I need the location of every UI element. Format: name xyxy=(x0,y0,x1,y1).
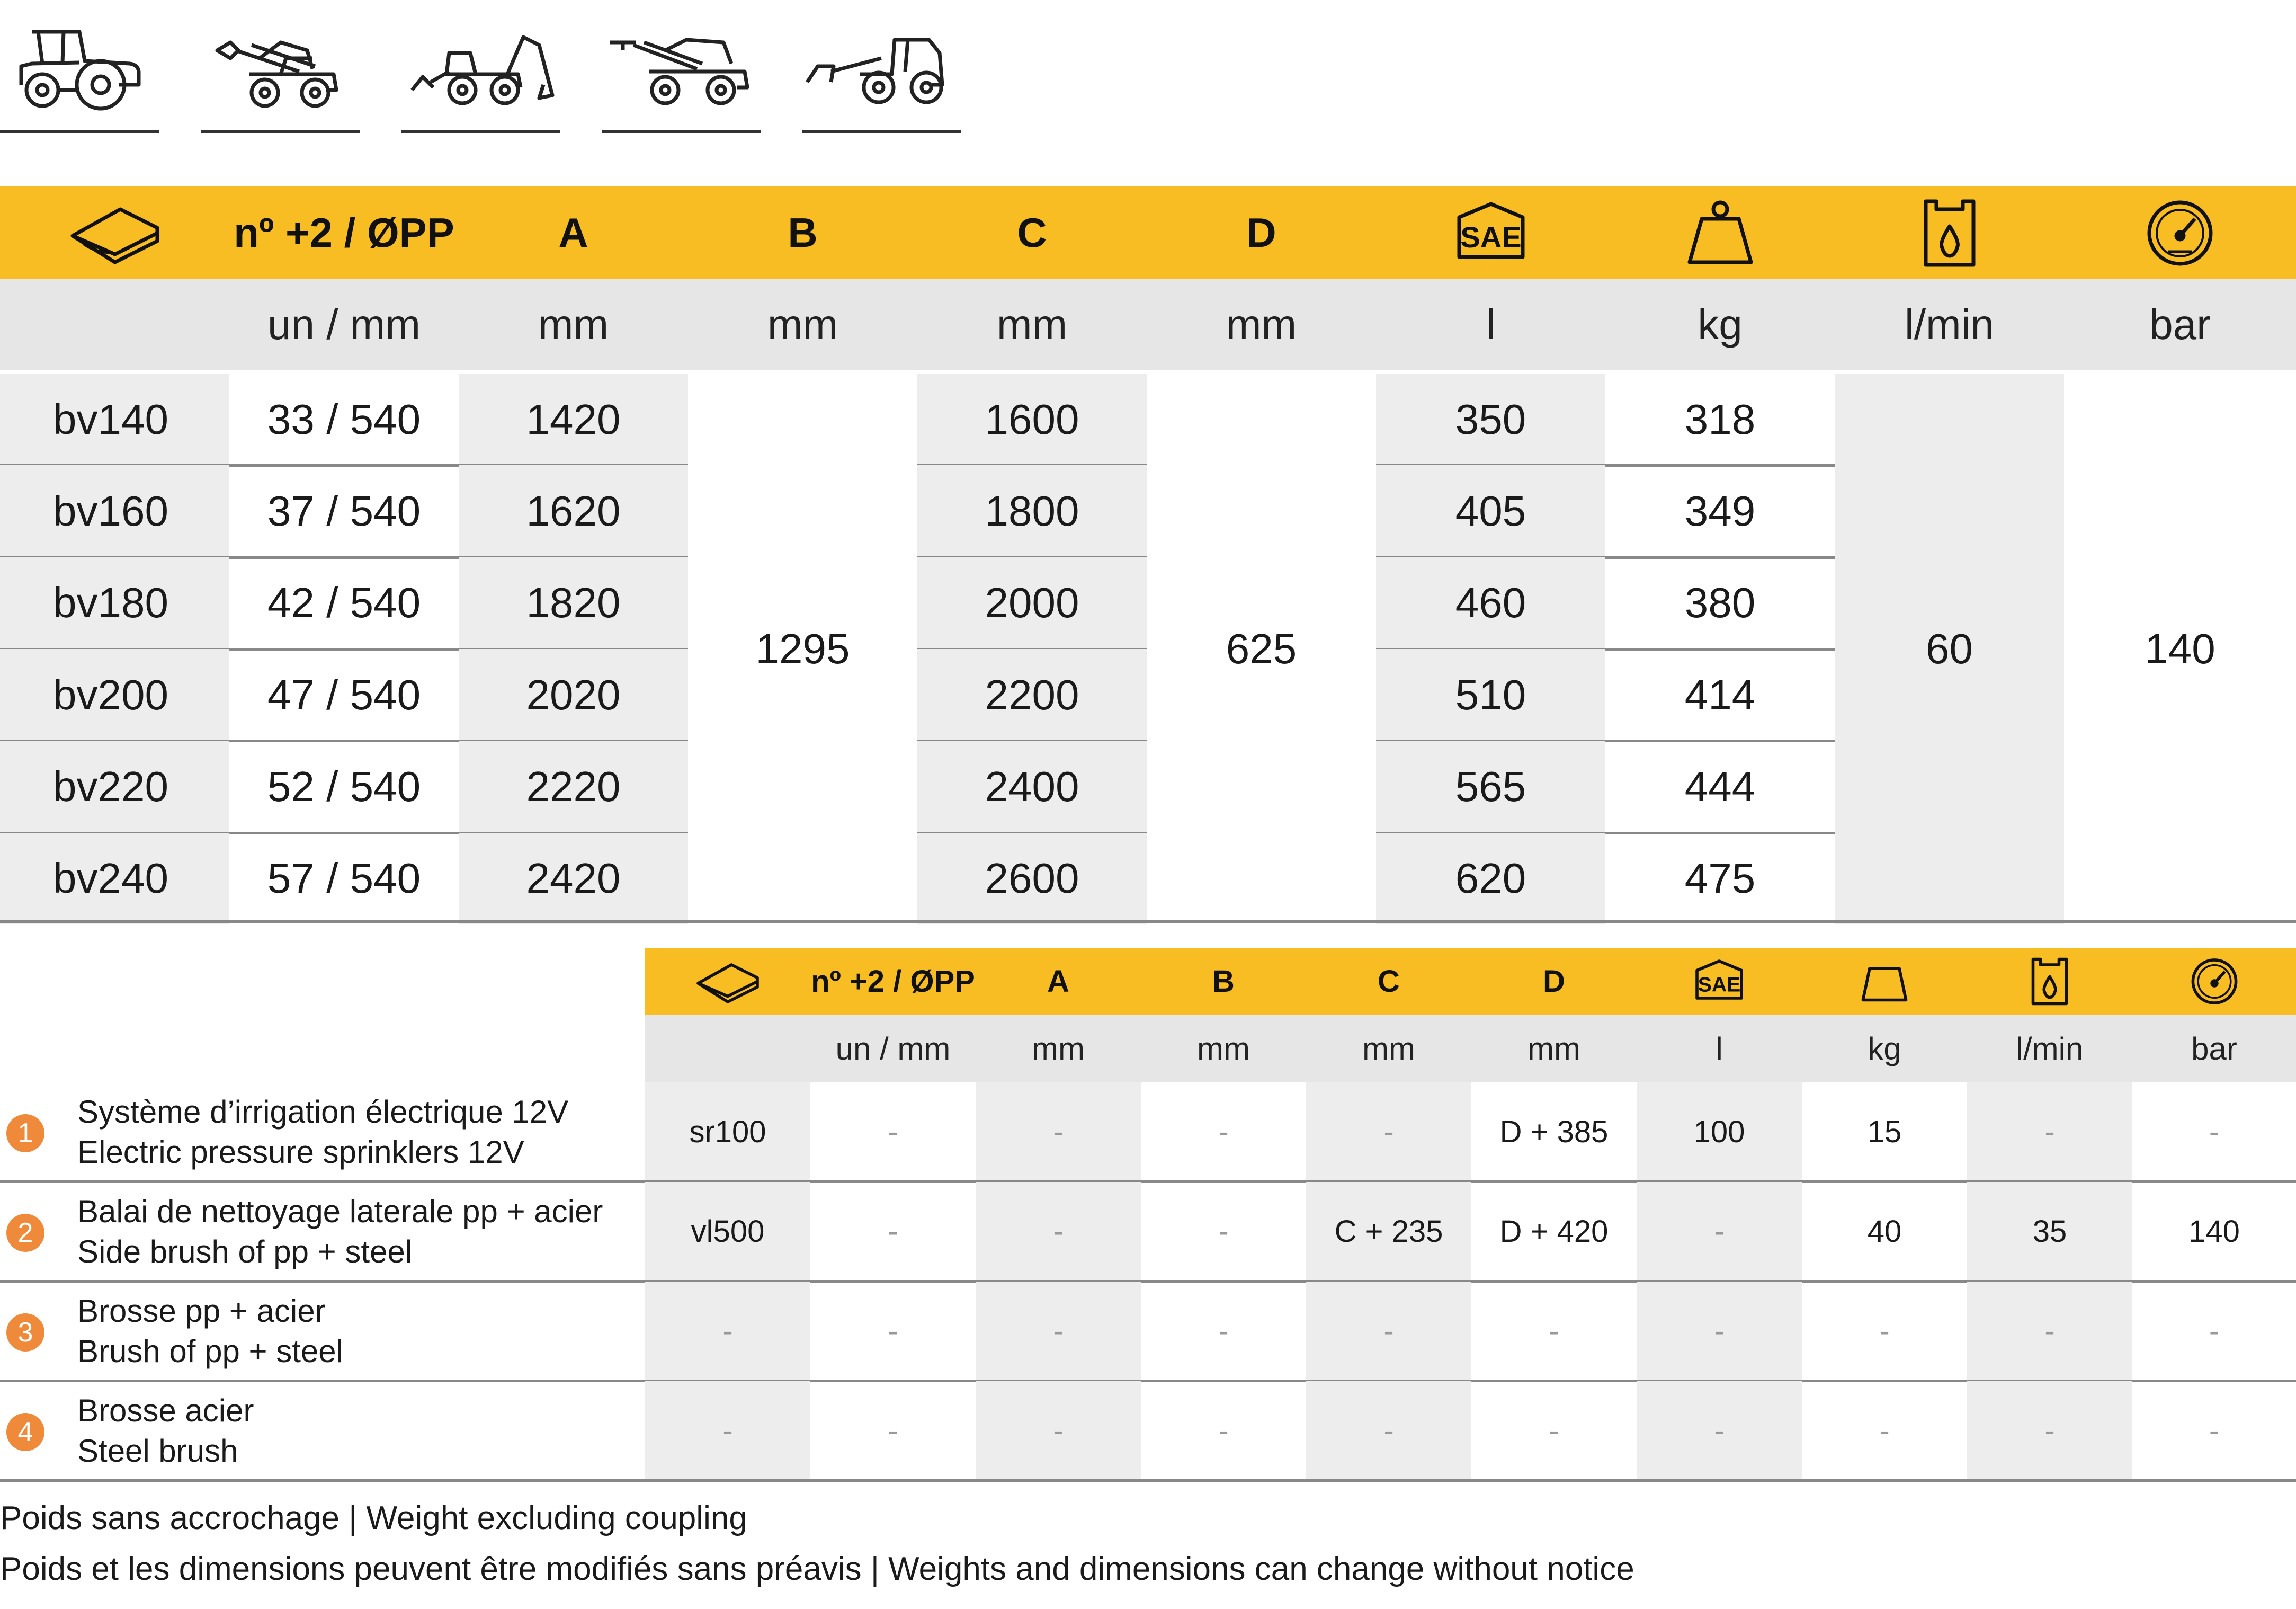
main-merged-pressure: 140 xyxy=(2145,625,2215,672)
option-label-en: Steel brush xyxy=(77,1433,238,1469)
main-merged-d: 625 xyxy=(1226,625,1297,672)
sae-tank-icon xyxy=(1376,186,1605,279)
option-label-fr: Brosse pp + acier xyxy=(77,1293,326,1329)
option-cell: 40 xyxy=(1867,1214,1902,1249)
sweeper-icon xyxy=(0,186,229,279)
main-cell-model: bv240 xyxy=(0,833,229,924)
opt-header-a: A xyxy=(1047,964,1069,999)
option-cell: - xyxy=(1879,1413,1890,1448)
option-cell: - xyxy=(2044,1413,2055,1448)
option-cell: - xyxy=(1053,1214,1064,1249)
backhoe-loader-icon xyxy=(401,21,560,132)
main-cell-sae: 565 xyxy=(1376,741,1605,832)
option-cell: - xyxy=(2209,1114,2220,1149)
option-description xyxy=(77,1291,343,1372)
weight-icon xyxy=(1605,186,1835,279)
option-cell: - xyxy=(1879,1313,1890,1348)
header-a: A xyxy=(558,209,588,256)
main-cell-a: 1620 xyxy=(459,465,688,557)
main-cell-weight: 475 xyxy=(1684,855,1756,902)
main-cell-c: 1800 xyxy=(917,465,1147,557)
main-merged-b: 1295 xyxy=(755,625,850,672)
main-cell-sae: 460 xyxy=(1376,557,1605,649)
option-cell: 140 xyxy=(2188,1214,2240,1249)
option-label-en: Brush of pp + steel xyxy=(77,1334,343,1369)
sae-tank-icon xyxy=(1637,948,1802,1015)
opt-unit-blades: un / mm xyxy=(835,1030,951,1066)
opt-header-d: D xyxy=(1543,964,1565,999)
main-cell-c: 2600 xyxy=(917,833,1147,924)
unit-pressure: bar xyxy=(2149,301,2211,348)
main-cell-model: bv160 xyxy=(0,465,229,557)
unit-flow: l/min xyxy=(1905,301,1994,348)
option-number-badge: 3 xyxy=(6,1313,44,1352)
header-c: C xyxy=(1017,209,1047,256)
option-cell: C + 235 xyxy=(1334,1214,1443,1249)
main-cell-weight: 414 xyxy=(1684,671,1756,718)
footnote-change-notice: Poids et les dimensions peuvent être modifiés sans préavis | Weights and dimensions can change without notice xyxy=(0,1551,1634,1587)
option-row xyxy=(0,1381,2296,1480)
wheel-loader-icon xyxy=(802,21,961,132)
option-cell: - xyxy=(1714,1214,1725,1249)
option-cell: - xyxy=(1383,1114,1394,1149)
main-cell-c: 2200 xyxy=(917,649,1147,741)
option-cell: 35 xyxy=(2032,1214,2067,1249)
telehandler-icon xyxy=(201,21,360,132)
option-cell: - xyxy=(1218,1214,1229,1249)
main-cell-a: 1820 xyxy=(459,557,688,649)
option-label-fr: Système d’irrigation électrique 12V xyxy=(77,1094,569,1130)
option-cell: - xyxy=(2044,1313,2055,1348)
option-row xyxy=(0,1282,2296,1380)
main-cell-sae: 510 xyxy=(1376,649,1605,741)
opt-unit-a: mm xyxy=(1032,1030,1085,1066)
option-cell: - xyxy=(888,1114,898,1149)
opt-unit-d: mm xyxy=(1527,1030,1580,1066)
option-cell: - xyxy=(1714,1413,1725,1448)
oil-flow-icon xyxy=(1835,186,2064,279)
main-cell-sae: 620 xyxy=(1376,833,1605,924)
main-header-row xyxy=(0,186,2296,279)
main-cell-sae: 405 xyxy=(1376,465,1605,557)
main-cell-weight: 380 xyxy=(1684,579,1756,627)
weight-icon xyxy=(1802,948,1967,1015)
main-cell-model: bv140 xyxy=(0,374,229,465)
option-cell: sr100 xyxy=(689,1114,766,1149)
option-cell: - xyxy=(722,1313,733,1348)
main-cell-c: 2000 xyxy=(917,557,1147,649)
main-cell-c: 2400 xyxy=(917,741,1147,832)
option-cell: - xyxy=(888,1214,898,1249)
pressure-gauge-icon xyxy=(2132,948,2296,1015)
main-cell-sae: 350 xyxy=(1376,374,1605,465)
option-number-badge: 4 xyxy=(6,1413,44,1451)
option-number-badge: 2 xyxy=(6,1214,44,1252)
option-row xyxy=(0,1082,2296,1181)
unit-c: mm xyxy=(996,301,1068,348)
main-cell-blades: 57 / 540 xyxy=(267,855,421,902)
main-cell-model: bv200 xyxy=(0,649,229,741)
option-cell: vl500 xyxy=(691,1214,765,1249)
option-row xyxy=(0,1182,2296,1281)
opt-header-c: C xyxy=(1378,964,1400,999)
option-cell: - xyxy=(888,1313,898,1348)
option-cell: - xyxy=(1383,1313,1394,1348)
option-cell: - xyxy=(722,1413,733,1448)
option-cell: - xyxy=(1383,1413,1394,1448)
footnote-weight: Poids sans accrochage | Weight excluding coupling xyxy=(0,1500,747,1536)
unit-a: mm xyxy=(538,301,609,348)
main-cell-c: 1600 xyxy=(917,374,1147,465)
main-cell-a: 2420 xyxy=(459,833,688,924)
sweeper-icon xyxy=(645,948,810,1015)
svg-text:SAE: SAE xyxy=(1460,220,1522,254)
options-header-row xyxy=(645,948,2296,1015)
unit-blades: un / mm xyxy=(267,301,421,348)
main-cell-blades: 47 / 540 xyxy=(267,671,421,718)
option-description xyxy=(77,1092,568,1172)
opt-unit-b: mm xyxy=(1197,1030,1250,1066)
main-cell-blades: 42 / 540 xyxy=(267,579,421,627)
unit-d: mm xyxy=(1226,301,1297,348)
pressure-gauge-icon xyxy=(2064,186,2296,279)
option-cell: - xyxy=(1053,1413,1064,1448)
main-table-bottom-rule xyxy=(0,920,2296,923)
options-unit-row xyxy=(645,1015,2296,1082)
option-cell: - xyxy=(888,1413,898,1448)
main-merged-flow: 60 xyxy=(1835,374,2064,924)
telescopic-handler-icon xyxy=(602,21,761,132)
main-cell-weight: 444 xyxy=(1684,762,1756,810)
main-cell-model: bv220 xyxy=(0,741,229,832)
option-cell: 15 xyxy=(1867,1114,1902,1149)
opt-unit-c: mm xyxy=(1362,1030,1415,1066)
option-description xyxy=(77,1192,603,1272)
main-cell-a: 1420 xyxy=(459,374,688,465)
unit-sae: l xyxy=(1486,301,1496,348)
header-d: D xyxy=(1246,209,1276,256)
oil-flow-icon xyxy=(1967,948,2132,1015)
main-cell-a: 2020 xyxy=(459,649,688,741)
option-cell: - xyxy=(1218,1114,1229,1149)
option-cell: - xyxy=(2044,1114,2055,1149)
opt-header-b: B xyxy=(1212,964,1235,999)
main-unit-row xyxy=(0,279,2296,370)
option-description xyxy=(77,1391,254,1471)
tractor-icon xyxy=(0,21,159,132)
option-cell: - xyxy=(1549,1313,1559,1348)
main-cell-weight: 349 xyxy=(1684,487,1756,535)
main-cell-a: 2220 xyxy=(459,741,688,832)
opt-unit-pressure: bar xyxy=(2191,1030,2237,1066)
main-cell-weight: 318 xyxy=(1684,395,1756,443)
option-cell: - xyxy=(2209,1413,2220,1448)
machine-icons xyxy=(0,0,964,138)
option-row-divider xyxy=(0,1479,2296,1482)
unit-weight: kg xyxy=(1698,301,1743,348)
main-cell-blades: 37 / 540 xyxy=(267,487,421,535)
main-cell-model: bv180 xyxy=(0,557,229,649)
main-cell-blades: 52 / 540 xyxy=(267,762,421,810)
option-label-fr: Balai de nettoyage laterale pp + acier xyxy=(77,1194,603,1229)
option-cell: - xyxy=(1549,1413,1559,1448)
option-cell: - xyxy=(1218,1413,1229,1448)
option-number-badge: 1 xyxy=(6,1114,44,1152)
opt-unit-weight: kg xyxy=(1868,1030,1901,1066)
unit-b: mm xyxy=(767,301,838,348)
option-cell: - xyxy=(2209,1313,2220,1348)
option-label-en: Side brush of pp + steel xyxy=(77,1234,413,1269)
option-cell: - xyxy=(1053,1313,1064,1348)
option-label-fr: Brosse acier xyxy=(77,1393,254,1428)
option-cell: - xyxy=(1053,1114,1064,1149)
option-label-en: Electric pressure sprinklers 12V xyxy=(77,1134,524,1170)
opt-unit-sae: l xyxy=(1716,1030,1723,1066)
option-cell: D + 385 xyxy=(1499,1114,1609,1149)
option-cell: - xyxy=(1714,1313,1725,1348)
option-cell: - xyxy=(1218,1313,1229,1348)
svg-text:SAE: SAE xyxy=(1698,973,1741,997)
header-b: B xyxy=(788,209,818,256)
option-cell: 100 xyxy=(1693,1114,1745,1149)
header-blades: nº +2 / ØPP xyxy=(234,209,454,256)
main-table-body xyxy=(0,374,2296,922)
main-cell-blades: 33 / 540 xyxy=(267,395,421,443)
opt-header-blades: nº +2 / ØPP xyxy=(811,964,975,999)
opt-unit-flow: l/min xyxy=(2016,1030,2084,1066)
option-cell: D + 420 xyxy=(1499,1214,1609,1249)
